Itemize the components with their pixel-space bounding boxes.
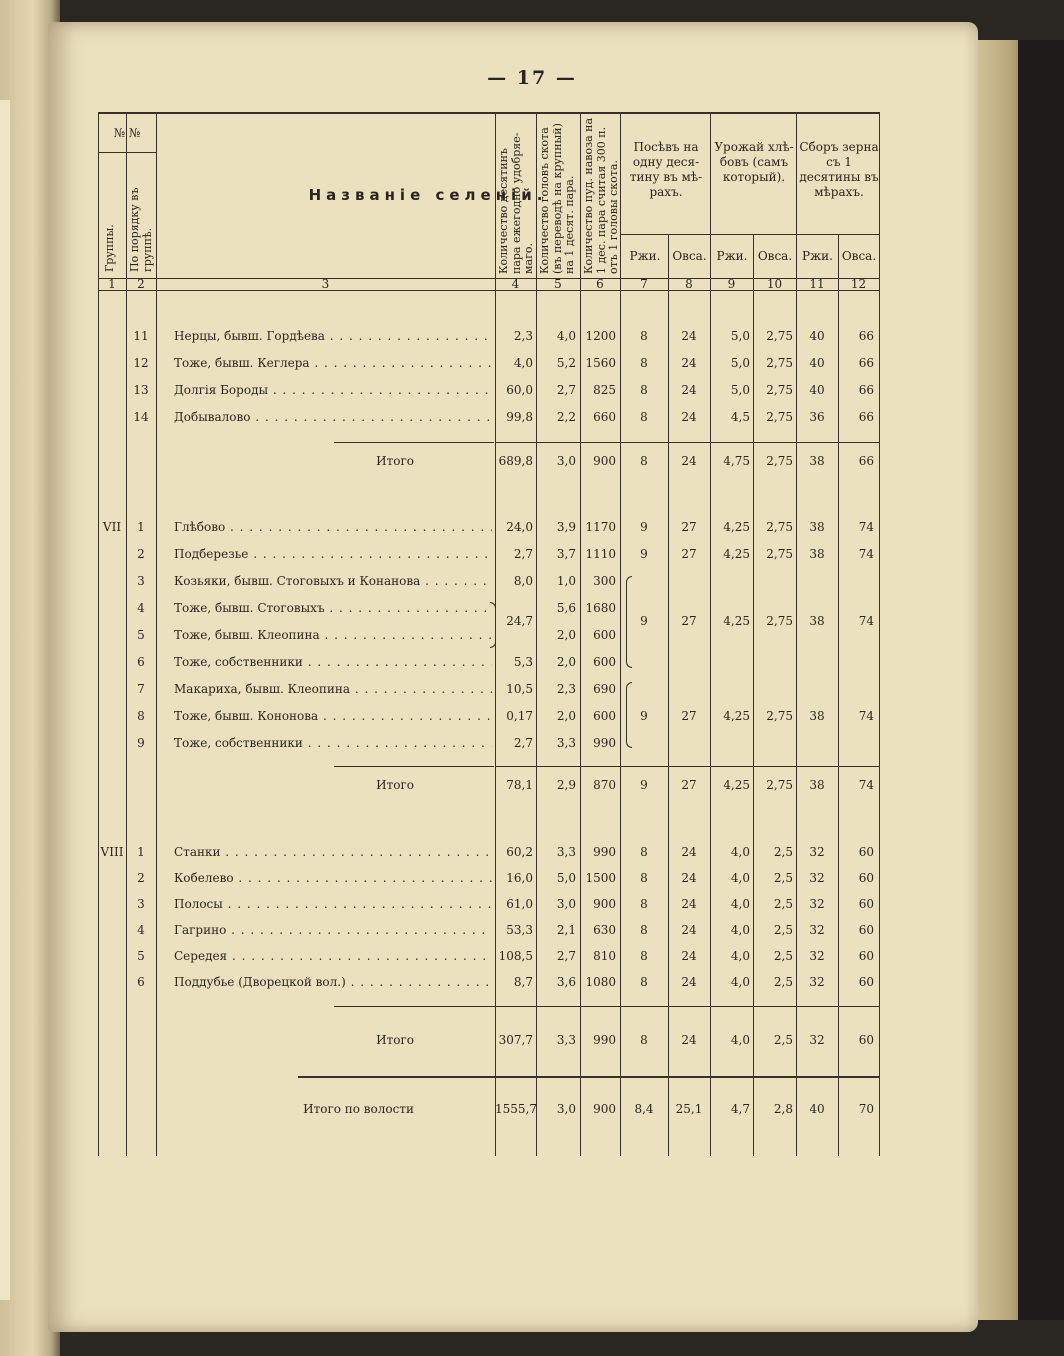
merged-cell-c8: 27 xyxy=(681,709,697,723)
cell-c7: 8,4 xyxy=(634,1102,654,1116)
cell-c5: 2,0 xyxy=(556,655,576,669)
group-label: VIII xyxy=(100,845,124,859)
row-number: 13 xyxy=(133,383,149,397)
cell-c7: 9 xyxy=(640,778,648,792)
row-number: 3 xyxy=(137,574,145,588)
cell-c4: 8,7 xyxy=(513,975,533,989)
cell-c6: 990 xyxy=(593,845,616,859)
cell-c5: 2,7 xyxy=(556,383,576,397)
cell-c12: 60 xyxy=(858,975,874,989)
row-number: 4 xyxy=(137,601,145,615)
header-rye-2: Ржи. xyxy=(716,249,748,263)
cell-c12: 70 xyxy=(858,1102,874,1116)
cell-c9: 4,0 xyxy=(730,845,750,859)
cell-c11: 32 xyxy=(809,923,825,937)
cell-c5: 3,6 xyxy=(556,975,576,989)
row-number: 2 xyxy=(137,871,145,885)
cell-c6: 1560 xyxy=(585,356,616,370)
merged-cell-c8: 27 xyxy=(681,614,697,628)
merged-cell-c12: 74 xyxy=(858,614,874,628)
cell-c10: 2,75 xyxy=(766,410,793,424)
cell-c10: 2,5 xyxy=(773,1033,793,1047)
village-name: Нерцы, бывш. Гордѣева . . . xyxy=(174,329,492,343)
header-rye-3: Ржи. xyxy=(802,249,833,263)
cell-c4: 2,7 xyxy=(513,736,533,750)
subtotal-line-2b xyxy=(496,766,880,767)
subtotal-line-2 xyxy=(334,766,494,767)
cell-c8: 24 xyxy=(681,949,697,963)
cell-c11: 40 xyxy=(809,329,825,343)
merged-cell-c9: 4,25 xyxy=(723,709,750,723)
cell-c11: 38 xyxy=(809,547,825,561)
cell-c8: 24 xyxy=(681,1033,697,1047)
cell-c11: 38 xyxy=(809,778,825,792)
cell-c6: 1200 xyxy=(585,329,616,343)
row-number: 7 xyxy=(137,682,145,696)
cell-c7: 8 xyxy=(640,1033,648,1047)
cell-c5: 2,1 xyxy=(556,923,576,937)
cell-c8: 24 xyxy=(681,897,697,911)
cell-c8: 24 xyxy=(681,356,697,370)
cell-c12: 60 xyxy=(858,897,874,911)
colnum-8: 8 xyxy=(685,277,693,291)
cell-c8: 27 xyxy=(681,520,697,534)
row-number: 5 xyxy=(137,628,145,642)
village-name: Кобелево . . . xyxy=(174,871,492,885)
cell-c9: 4,0 xyxy=(730,975,750,989)
cell-c12: 60 xyxy=(858,1033,874,1047)
cell-c9: 4,0 xyxy=(730,923,750,937)
cell-c11: 38 xyxy=(809,454,825,468)
cell-c6: 870 xyxy=(593,778,616,792)
cell-c6: 630 xyxy=(593,923,616,937)
cell-c8: 24 xyxy=(681,383,697,397)
row-number: 12 xyxy=(133,356,149,370)
cell-c9: 4,75 xyxy=(723,454,750,468)
cell-c4: 60,2 xyxy=(506,845,533,859)
merged-cell-c10: 2,75 xyxy=(766,614,793,628)
cell-c12: 60 xyxy=(858,871,874,885)
header-line-crops xyxy=(620,234,880,235)
cell-c5: 3,7 xyxy=(556,547,576,561)
village-name: Полосы . . . xyxy=(174,897,492,911)
cell-c5: 3,3 xyxy=(556,736,576,750)
colnum-11: 11 xyxy=(809,277,825,291)
village-name: Станки . . . xyxy=(174,845,492,859)
cell-c5: 2,3 xyxy=(556,682,576,696)
row-number: 4 xyxy=(137,923,145,937)
village-name: Тоже, собственники . . . xyxy=(174,736,492,750)
row-number: 1 xyxy=(137,520,145,534)
subtotal-line-3 xyxy=(334,1006,880,1007)
cell-c4: 2,3 xyxy=(513,329,533,343)
cell-c8: 25,1 xyxy=(675,1102,703,1116)
grand-total-line xyxy=(298,1076,880,1078)
cell-c6: 690 xyxy=(593,682,616,696)
header-nn: № № xyxy=(113,126,141,140)
cell-c6: 810 xyxy=(593,949,616,963)
village-name: Тоже, бывш. Стоговыхъ . . . xyxy=(174,601,492,615)
col-border-left xyxy=(98,114,99,1156)
header-yield: Сборъ зерна съ 1 десятины въ мѣрахъ. xyxy=(799,140,879,199)
cell-c10: 2,5 xyxy=(773,897,793,911)
merged-cell-c11: 38 xyxy=(809,709,825,723)
cell-c10: 2,75 xyxy=(766,329,793,343)
cell-c5: 3,9 xyxy=(556,520,576,534)
cell-c11: 32 xyxy=(809,975,825,989)
cell-c5: 3,3 xyxy=(556,845,576,859)
col-border-11 xyxy=(838,234,839,1156)
cell-c7: 8 xyxy=(640,897,648,911)
cell-c7: 8 xyxy=(640,923,648,937)
village-name: Тоже, бывш. Кононова . . . xyxy=(174,709,492,723)
merged-cell-c10: 2,75 xyxy=(766,709,793,723)
row-number: 14 xyxy=(133,410,149,424)
cell-c12: 74 xyxy=(858,778,874,792)
header-oats-2: Овса. xyxy=(757,249,793,263)
subtotal-line-1 xyxy=(334,442,494,443)
cell-c12: 60 xyxy=(858,949,874,963)
village-name: Середея . . . xyxy=(174,949,492,963)
cell-c5: 3,0 xyxy=(556,897,576,911)
cell-c4: 5,3 xyxy=(513,655,533,669)
cell-c5: 3,0 xyxy=(556,454,576,468)
cell-c4: 24,0 xyxy=(506,520,533,534)
cell-c9: 4,25 xyxy=(723,520,750,534)
cell-c10: 2,75 xyxy=(766,547,793,561)
cell-c4: 1555,7 xyxy=(495,1102,537,1116)
cell-c5: 5,0 xyxy=(556,871,576,885)
cell-c10: 2,75 xyxy=(766,356,793,370)
header-oats-3: Овса. xyxy=(841,249,877,263)
row-number: 3 xyxy=(137,897,145,911)
subtotal-line-1b xyxy=(496,442,880,443)
cell-c5: 5,2 xyxy=(556,356,576,370)
merged-cell-c7: 9 xyxy=(640,614,648,628)
col-border-2 xyxy=(156,114,157,1156)
col-border-9 xyxy=(753,234,754,1156)
cell-c6: 600 xyxy=(593,655,616,669)
cell-c5: 1,0 xyxy=(556,574,576,588)
header-col6: Количество пуд. навоза на 1 дес. пара считая 300 п. отъ 1 головы скота. xyxy=(582,117,621,274)
cell-c6: 1080 xyxy=(585,975,616,989)
group-label: VII xyxy=(102,520,122,534)
row-number: 5 xyxy=(137,949,145,963)
col-border-7 xyxy=(668,234,669,1156)
cell-c4: 53,3 xyxy=(506,923,533,937)
cell-c4: 10,5 xyxy=(506,682,533,696)
cell-c11: 32 xyxy=(809,845,825,859)
cell-c10: 2,5 xyxy=(773,949,793,963)
cell-c6: 1110 xyxy=(585,547,616,561)
cell-c6: 900 xyxy=(593,897,616,911)
village-name: Долгія Бороды . . . xyxy=(174,383,492,397)
cell-c11: 32 xyxy=(809,949,825,963)
cell-c4: 0,17 xyxy=(506,709,533,723)
cell-c5: 2,9 xyxy=(556,778,576,792)
cell-c10: 2,5 xyxy=(773,845,793,859)
cell-c8: 24 xyxy=(681,923,697,937)
cell-c10: 2,5 xyxy=(773,975,793,989)
header-col4: Количество десятинъ пара ежегодно удобряе-маго. xyxy=(497,132,536,274)
cell-c7: 8 xyxy=(640,871,648,885)
colnum-9: 9 xyxy=(727,277,736,291)
row-number: 6 xyxy=(137,655,145,669)
colnum-6: 6 xyxy=(596,277,604,291)
header-order: По порядку въ группѣ. xyxy=(128,187,154,272)
header-name: Названіе селеній. xyxy=(308,186,548,204)
cell-c8: 24 xyxy=(681,410,697,424)
left-page-strip xyxy=(0,100,10,1300)
cell-c8: 24 xyxy=(681,329,697,343)
cell-c9: 4,0 xyxy=(730,897,750,911)
cell-c4: 4,0 xyxy=(513,356,533,370)
row-number: 2 xyxy=(137,547,145,561)
cell-c12: 66 xyxy=(858,383,874,397)
cell-c5: 4,0 xyxy=(556,329,576,343)
cell-c10: 2,5 xyxy=(773,923,793,937)
colnum-3: 3 xyxy=(321,277,330,291)
colnum-7: 7 xyxy=(640,277,648,291)
total-label: Итого xyxy=(376,778,414,792)
village-name: Тоже, бывш. Кеглера . . . xyxy=(174,356,492,370)
book-cover-board xyxy=(1018,40,1064,1320)
cell-c8: 27 xyxy=(681,547,697,561)
cell-c9: 4,25 xyxy=(723,778,750,792)
cell-c11: 40 xyxy=(809,383,825,397)
cell-c7: 8 xyxy=(640,383,648,397)
cell-c9: 5,0 xyxy=(730,329,750,343)
cell-c12: 66 xyxy=(858,329,874,343)
cell-c4: 2,7 xyxy=(513,547,533,561)
cell-c12: 74 xyxy=(858,520,874,534)
row-number: 1 xyxy=(137,845,145,859)
cell-c5: 2,2 xyxy=(556,410,576,424)
cell-c7: 8 xyxy=(640,845,648,859)
cell-c11: 40 xyxy=(809,356,825,370)
row-number: 11 xyxy=(133,329,149,343)
cell-c5: 2,0 xyxy=(556,628,576,642)
cell-c10: 2,75 xyxy=(766,520,793,534)
cell-c4: 689,8 xyxy=(498,454,533,468)
cell-c6: 990 xyxy=(593,736,616,750)
cell-c8: 24 xyxy=(681,845,697,859)
village-name: Поддубье (Дворецкой вол.) . . . xyxy=(174,975,492,989)
col-border-8 xyxy=(710,114,711,1156)
row-number: 6 xyxy=(137,975,145,989)
cell-c12: 66 xyxy=(858,454,874,468)
colnum-12: 12 xyxy=(850,277,867,291)
header-col5: Количество головъ скота (въ переводѣ на крупный) на 1 десят. пара. xyxy=(538,123,577,274)
cell-c7: 8 xyxy=(640,975,648,989)
village-name: Козьяки, бывш. Стоговыхъ и Конанова . . . xyxy=(174,574,492,588)
cell-c4: 8,0 xyxy=(513,574,533,588)
cell-c10: 2,5 xyxy=(773,871,793,885)
cell-c7: 8 xyxy=(640,356,648,370)
village-name: Макариха, бывш. Клеопина . . . xyxy=(174,682,492,696)
cell-c5: 2,7 xyxy=(556,949,576,963)
row-number: 9 xyxy=(137,736,145,750)
cell-c4: 60,0 xyxy=(506,383,533,397)
cell-c5: 2,0 xyxy=(556,709,576,723)
total-label: Итого по волости xyxy=(303,1102,414,1116)
cell-c9: 4,7 xyxy=(730,1102,750,1116)
cell-c12: 60 xyxy=(858,923,874,937)
cell-c9: 4,25 xyxy=(723,547,750,561)
cell-c9: 5,0 xyxy=(730,383,750,397)
cell-c6: 300 xyxy=(593,574,616,588)
cell-c10: 2,75 xyxy=(766,778,793,792)
village-name: Гагрино . . . xyxy=(174,923,492,937)
village-name: Добывалово . . . xyxy=(174,410,492,424)
village-name: Глѣбово . . . xyxy=(174,520,492,534)
cell-c11: 32 xyxy=(809,897,825,911)
total-label: Итого xyxy=(376,1033,414,1047)
cell-c6: 1170 xyxy=(585,520,616,534)
cell-c10: 2,75 xyxy=(766,454,793,468)
cell-c4: 307,7 xyxy=(498,1033,533,1047)
cell-c5: 3,3 xyxy=(556,1033,576,1047)
header-sowing: Посѣвъ на одну деся-тину въ мѣ-рахъ. xyxy=(629,140,703,199)
cell-c9: 4,0 xyxy=(730,1033,750,1047)
cell-c8: 24 xyxy=(681,454,697,468)
cell-c6: 1680 xyxy=(585,601,616,615)
colnum-4: 4 xyxy=(511,277,520,291)
merged-cell-c11: 38 xyxy=(809,614,825,628)
cell-c6: 990 xyxy=(593,1033,616,1047)
cell-c7: 9 xyxy=(640,547,648,561)
cell-c6: 825 xyxy=(593,383,616,397)
row-number: 8 xyxy=(137,709,145,723)
cell-c9: 5,0 xyxy=(730,356,750,370)
cell-c12: 66 xyxy=(858,356,874,370)
colnum-2: 2 xyxy=(137,277,145,291)
merged-cell-c7: 9 xyxy=(640,709,648,723)
cell-c9: 4,5 xyxy=(730,410,750,424)
cell-c7: 8 xyxy=(640,410,648,424)
colnum-10: 10 xyxy=(766,277,783,291)
cell-c8: 24 xyxy=(681,975,697,989)
cell-c6: 900 xyxy=(593,1102,616,1116)
village-name: Тоже, собственники . . . xyxy=(174,655,492,669)
cell-c4: 78,1 xyxy=(506,778,533,792)
cell-c8: 27 xyxy=(681,778,697,792)
cell-c7: 8 xyxy=(640,949,648,963)
cell-c11: 32 xyxy=(809,1033,825,1047)
cell-c6: 900 xyxy=(593,454,616,468)
village-name: Тоже, бывш. Клеопина . . . xyxy=(174,628,492,642)
cell-c6: 660 xyxy=(593,410,616,424)
cell-c12: 66 xyxy=(858,410,874,424)
cell-c8: 24 xyxy=(681,871,697,885)
cell-c7: 9 xyxy=(640,520,648,534)
header-oats-1: Овса. xyxy=(672,249,707,263)
col-border-10 xyxy=(796,114,797,1156)
merged-cell-c12: 74 xyxy=(858,709,874,723)
cell-c6: 600 xyxy=(593,709,616,723)
cell-c4: 61,0 xyxy=(506,897,533,911)
cell-c9: 4,0 xyxy=(730,871,750,885)
total-label: Итого xyxy=(376,454,414,468)
cell-c4: 16,0 xyxy=(506,871,533,885)
page-number: — 17 — xyxy=(487,67,577,89)
header-rye-1: Ржи. xyxy=(629,249,661,263)
header-line-nn xyxy=(98,152,156,153)
cell-c12: 60 xyxy=(858,845,874,859)
cell-c11: 36 xyxy=(809,410,825,424)
colnum-5: 5 xyxy=(554,277,562,291)
cell-c5: 5,6 xyxy=(556,601,576,615)
cell-c5: 3,0 xyxy=(556,1102,576,1116)
cell-c11: 38 xyxy=(809,520,825,534)
cell-c9: 4,0 xyxy=(730,949,750,963)
cell-c7: 8 xyxy=(640,329,648,343)
cell-c12: 74 xyxy=(858,547,874,561)
cell-c6: 600 xyxy=(593,628,616,642)
header-harvest: Урожай хлѣ-бовъ (самъ который). xyxy=(714,140,794,184)
header-group: Группы. xyxy=(103,224,116,272)
cell-c10: 2,8 xyxy=(773,1102,793,1116)
cell-c4: 108,5 xyxy=(498,949,533,963)
cell-c11: 32 xyxy=(809,871,825,885)
cell-c10: 2,75 xyxy=(766,383,793,397)
col-border-right xyxy=(879,114,880,1156)
statistics-table xyxy=(98,112,880,1156)
merged-cell-c4: 24,7 xyxy=(506,614,533,628)
cell-c4: 99,8 xyxy=(506,410,533,424)
cell-c6: 1500 xyxy=(585,871,616,885)
colnum-1: 1 xyxy=(108,277,116,291)
cell-c7: 8 xyxy=(640,454,648,468)
cell-c11: 40 xyxy=(809,1102,825,1116)
village-name: Подберезье . . . xyxy=(174,547,492,561)
merged-cell-c9: 4,25 xyxy=(723,614,750,628)
